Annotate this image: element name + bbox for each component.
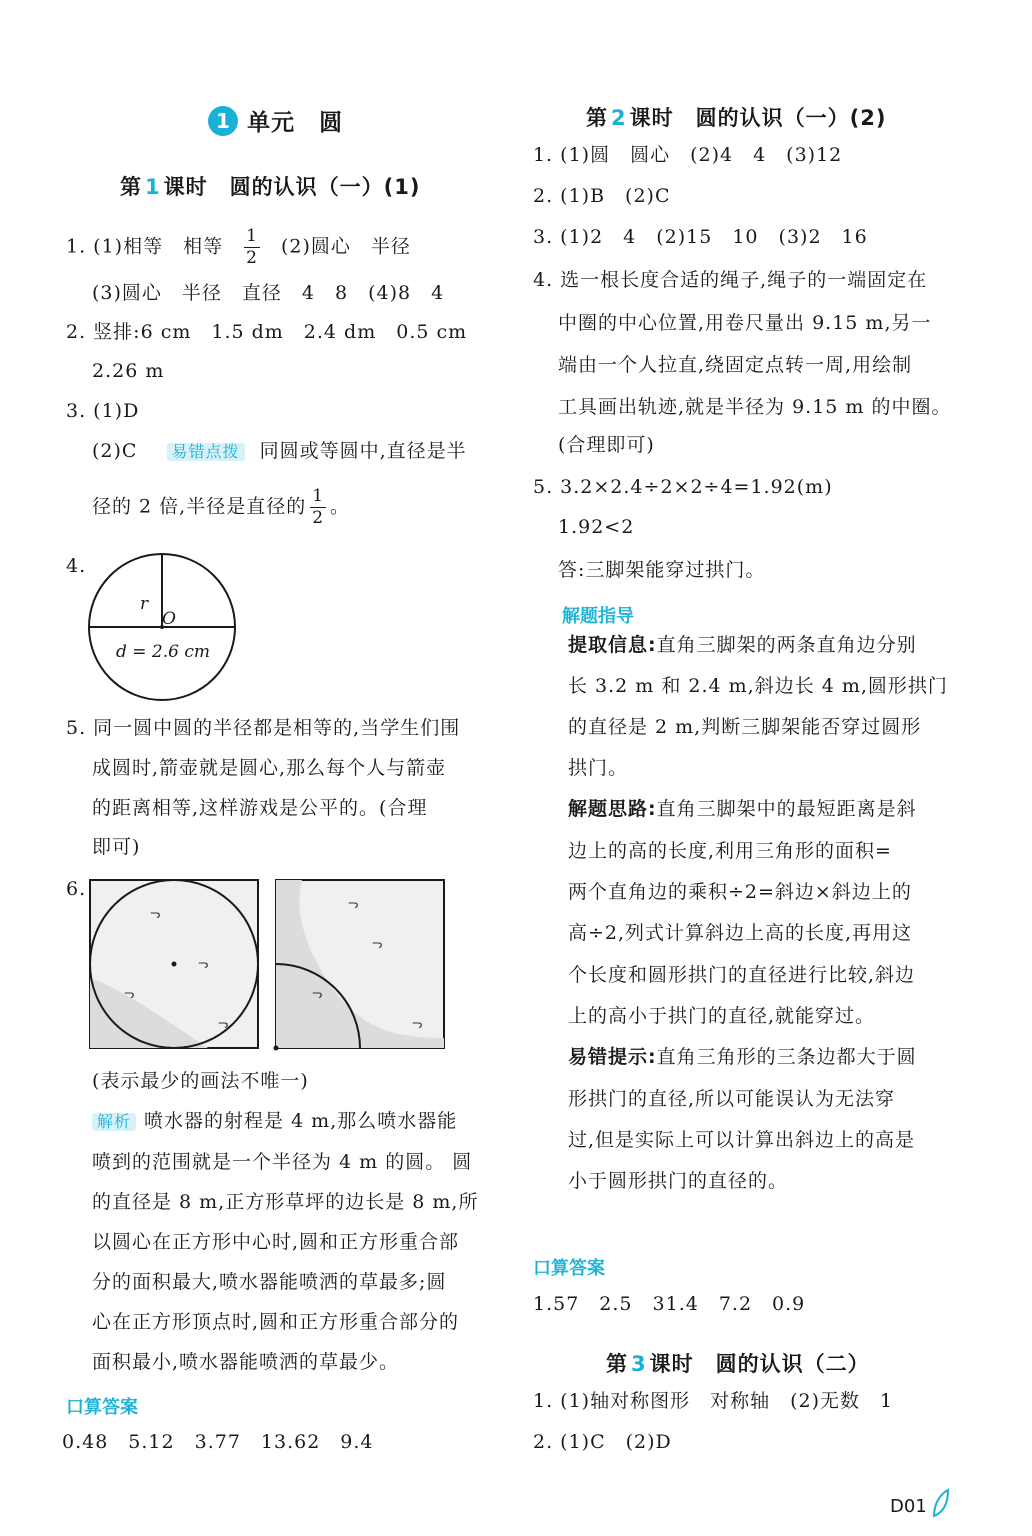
q6-note: (表示最少的画法不唯一): [92, 1070, 309, 1092]
q5-line1: 5. 同一圆中圆的半径都是相等的,当学生们围: [66, 717, 461, 739]
guide-idea-1: [568, 800, 917, 819]
lesson1-suffix: 课时 圆的认识（一）(1): [163, 175, 421, 199]
radius-label: r: [140, 594, 149, 614]
unit-badge: 1: [208, 106, 238, 136]
q3-e: 。: [330, 495, 351, 518]
grass-mark: ᓓ: [150, 907, 161, 921]
q2-line1: 2. 竖排:6 cm 1.5 dm 2.4 dm 0.5 cm: [66, 321, 468, 343]
q6-label: 6.: [66, 878, 87, 900]
page-number: D01: [890, 1496, 927, 1517]
guide-idea-6: 上的高小于拱门的直径,就能穿过。: [568, 1005, 876, 1027]
guide-info-1: [568, 636, 917, 655]
guide-tip-1: [568, 1048, 917, 1067]
q6-figure-center: [88, 878, 262, 1052]
q3-b: (2)C: [92, 440, 138, 462]
q3-fraction: [310, 488, 326, 527]
corner-dot: [274, 1046, 279, 1051]
r-line9: 5. 3.2×2.4÷2×2÷4=1.92(m): [533, 476, 833, 498]
right-oral-title: 口算答案: [533, 1258, 605, 1279]
grass-mark: ᓓ: [124, 987, 135, 1001]
guide-tip-4: 小于圆形拱门的直径的。: [568, 1170, 789, 1192]
frac-den: 2: [312, 508, 325, 528]
error-tip-tag: 易错点拨: [167, 443, 245, 461]
guide-idea-text: 直角三脚架中的最短距离是斜: [656, 798, 917, 820]
guide-idea-2: 边上的高的长度,利用三角形的面积=: [568, 840, 892, 862]
lesson3-heading: [606, 1348, 870, 1378]
q6-line5: 分的面积最大,喷水器能喷洒的草最多;圆: [92, 1271, 447, 1293]
guide-tip-2: 形拱门的直径,所以可能误认为无法穿: [568, 1088, 896, 1110]
q4-label: 4.: [66, 555, 87, 577]
q3-c: 同圆或等圆中,直径是半: [259, 440, 467, 462]
unit-header: [208, 104, 343, 137]
q1-line2: (3)圆心 半径 直径 4 8 (4)8 4: [92, 282, 445, 304]
q6-line3: 的直径是 8 m,正方形草坪的边长是 8 m,所: [92, 1191, 479, 1213]
leaf-icon: [930, 1488, 952, 1518]
r-line4: 4. 选一根长度合适的绳子,绳子的一端固定在: [533, 269, 928, 291]
center-dot: [172, 962, 177, 967]
r-line1: 1. (1)圆 圆心 (2)4 4 (3)12: [533, 144, 843, 166]
q1-b: (2)圆心 半径: [281, 235, 411, 258]
guide-idea-4: 高÷2,列式计算斜边上高的长度,再用这: [568, 922, 913, 944]
grass-mark: ᓓ: [312, 987, 323, 1001]
frac-num: 1: [312, 486, 325, 506]
q5-line2: 成圆时,箭壶就是圆心,那么每个人与箭壶: [92, 757, 447, 779]
q6-line7: 面积最小,喷水器能喷洒的草最少。: [92, 1351, 400, 1373]
q3-line3: [92, 488, 350, 527]
r3-line2: 2. (1)C (2)D: [533, 1431, 672, 1453]
q6-line1: [92, 1112, 457, 1131]
lesson2-num: 2: [611, 106, 627, 130]
r-line5: 中圈的中心位置,用卷尺量出 9.15 m,另一: [558, 312, 932, 334]
guide-idea-3: 两个直角边的乘积÷2=斜边×斜边上的: [568, 881, 912, 903]
center-label: O: [162, 609, 176, 629]
r-line7: 工具画出轨迹,就是半径为 9.15 m 的中圈。: [558, 396, 952, 418]
frac-num: 1: [246, 226, 258, 246]
grass-mark: ᓓ: [218, 1017, 229, 1031]
diameter-label: d = 2.6 cm: [116, 642, 211, 662]
guide-info-label: 提取信息:: [568, 634, 657, 656]
r-line3: 3. (1)2 4 (2)15 10 (3)2 16: [533, 226, 868, 248]
q6-line4: 以圆心在正方形中心时,圆和正方形重合部: [92, 1231, 460, 1253]
guide-info-4: 拱门。: [568, 757, 629, 779]
lesson3-prefix: 第: [606, 1352, 628, 1376]
q4-circle-figure: [86, 552, 246, 704]
guide-title: 解题指导: [562, 606, 634, 627]
guide-tip-3: 过,但是实际上可以计算出斜边上的高是: [568, 1129, 916, 1151]
lesson2-prefix: 第: [586, 106, 608, 130]
q3-line2: [92, 442, 467, 461]
guide-idea-5: 个长度和圆形拱门的直径进行比较,斜边: [568, 964, 916, 986]
grass-mark: ᓓ: [198, 957, 209, 971]
q2-line2: 2.26 m: [92, 360, 165, 382]
q3-line1: 3. (1)D: [66, 400, 140, 422]
r-line8: (合理即可): [558, 434, 655, 456]
q1-a: 1. (1)相等 相等: [66, 235, 224, 258]
guide-idea-label: 解题思路:: [568, 798, 657, 820]
lesson3-suffix: 课时 圆的认识（二）: [649, 1352, 870, 1376]
right-oral-values: 1.57 2.5 31.4 7.2 0.9: [533, 1293, 806, 1315]
lesson2-heading: [586, 102, 886, 132]
r-line6: 端由一个人拉直,绕固定点转一周,用绘制: [558, 354, 913, 376]
q1-fraction: [244, 228, 260, 267]
lesson1-num: 1: [145, 175, 161, 199]
r-line11: 答:三脚架能穿过拱门。: [558, 559, 766, 581]
r-line10: 1.92<2: [558, 516, 635, 538]
lesson2-suffix: 课时 圆的认识（一）(2): [629, 106, 887, 130]
q3-d: 径的 2 倍,半径是直径的: [92, 495, 307, 518]
guide-tip-label: 易错提示:: [568, 1046, 657, 1068]
r3-line1: 1. (1)轴对称图形 对称轴 (2)无数 1: [533, 1390, 894, 1412]
q6-line2: 喷到的范围就是一个半径为 4 m 的圆。 圆: [92, 1151, 473, 1173]
q6-figure-corner: [272, 878, 450, 1052]
q1-line1: [66, 228, 411, 267]
q6-line6: 心在正方形顶点时,圆和正方形重合部分的: [92, 1311, 460, 1333]
r-line2: 2. (1)B (2)C: [533, 185, 671, 207]
grass-mark: ᓓ: [412, 1017, 423, 1031]
q5-line4: 即可): [92, 836, 141, 858]
lesson3-num: 3: [631, 1352, 647, 1376]
left-oral-values: 0.48 5.12 3.77 13.62 9.4: [62, 1431, 374, 1453]
grass-mark: ᓓ: [348, 897, 359, 911]
guide-tip-text: 直角三角形的三条边都大于圆: [656, 1046, 917, 1068]
left-oral-title: 口算答案: [66, 1397, 138, 1418]
lesson1-prefix: 第: [120, 175, 142, 199]
q5-line3: 的距离相等,这样游戏是公平的。(合理: [92, 797, 428, 819]
lesson1-heading: [120, 171, 420, 201]
guide-info-3: 的直径是 2 m,判断三脚架能否穿过圆形: [568, 716, 922, 738]
guide-info-text: 直角三脚架的两条直角边分别: [656, 634, 917, 656]
q6-text: 喷水器的射程是 4 m,那么喷水器能: [144, 1110, 458, 1132]
unit-title: 单元 圆: [247, 110, 344, 136]
guide-info-2: 长 3.2 m 和 2.4 m,斜边长 4 m,圆形拱门: [568, 675, 948, 697]
grass-mark: ᓓ: [372, 937, 383, 951]
frac-den: 2: [246, 248, 258, 268]
analysis-tag: 解析: [92, 1113, 136, 1131]
